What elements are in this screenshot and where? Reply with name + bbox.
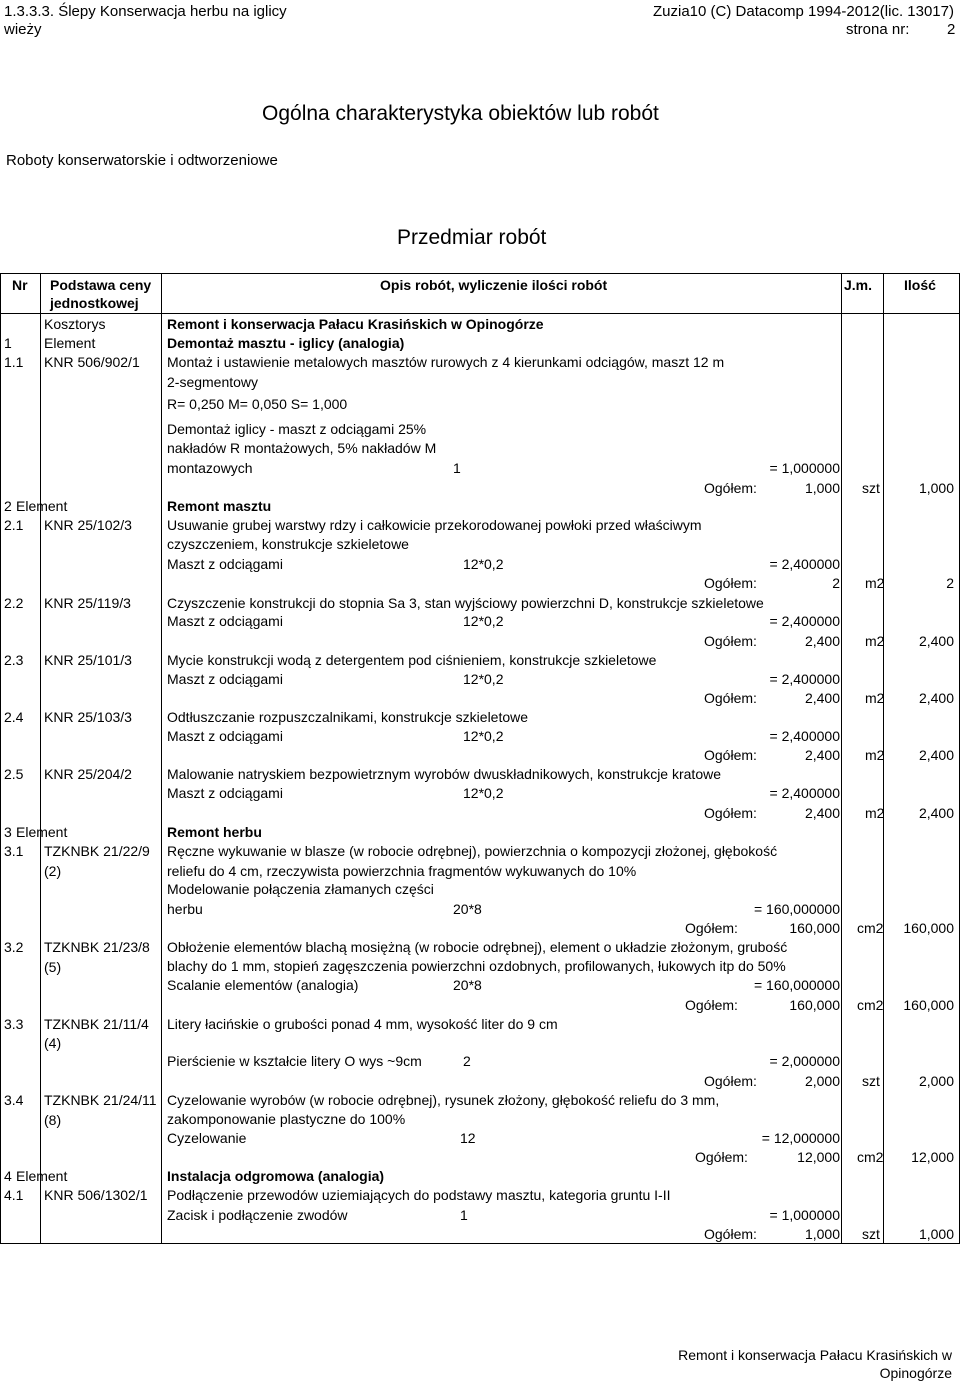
unit: m2: [865, 747, 885, 763]
calc-expr: 1: [453, 460, 461, 476]
position-desc-cont: 2-segmentowy: [167, 374, 259, 390]
position-nr: 3.4: [4, 1092, 24, 1108]
unit: cm2: [857, 920, 884, 936]
position-desc: Obłożenie elementów blachą mosiężną (w robocie odrębnej), element o układzie złożonym, grubość: [167, 939, 788, 955]
col-header-desc: Opis robót, wyliczenie ilości robót: [380, 277, 608, 293]
position-base: TZKNBK 21/23/8: [44, 939, 150, 955]
calc-result: = 2,400000: [769, 556, 840, 572]
quantity: 2,400: [918, 633, 954, 649]
calc-label: Maszt z odciągami: [167, 785, 283, 801]
total-value: 160,000: [789, 920, 840, 936]
footer-project-cont: Opinogórze: [879, 1365, 952, 1381]
position-nr: 3.3: [4, 1016, 24, 1032]
calc-result: = 12,000000: [761, 1130, 840, 1146]
page-subtitle: Roboty konserwatorskie i odtworzeniowe: [6, 152, 278, 169]
kosztorys-name: Remont i konserwacja Pałacu Krasińskich w Opinogórze: [167, 316, 544, 332]
unit: m2: [865, 805, 885, 821]
element-name: Remont herbu: [167, 824, 262, 840]
unit: szt: [862, 480, 880, 496]
calc-result: = 2,400000: [769, 785, 840, 801]
unit: m2: [865, 633, 885, 649]
position-desc: Cyzelowanie wyrobów (w robocie odrębnej), rysunek złożony, głębokość reliefu do 3 mm,: [167, 1092, 720, 1108]
unit: szt: [862, 1226, 880, 1242]
position-desc-cont: blachy do 1 mm, stopień zagęszczenia powierzchni ozdobnych, profilowanych, łukowych itp do 50%: [167, 958, 786, 974]
position-base-variant: (4): [44, 1035, 62, 1051]
quantity: 2,400: [918, 690, 954, 706]
calc-label: Maszt z odciągami: [167, 671, 283, 687]
total-value: 1,000: [804, 1226, 840, 1242]
total-value: 2: [832, 575, 840, 591]
position-nr: 1.1: [4, 354, 24, 370]
position-desc: Czyszczenie konstrukcji do stopnia Sa 3, stan wyjściowy powierzchni D, konstrukcje szkieletowe: [167, 595, 764, 611]
calc-label: Pierścienie w kształcie litery O wys ~9cm: [167, 1053, 422, 1069]
header-title: 1.3.3.3. Ślepy Konserwacja herbu na iglicy: [4, 3, 287, 20]
quantity: 12,000: [911, 1149, 954, 1165]
calc-result: = 160,000000: [753, 901, 840, 917]
unit: m2: [865, 690, 885, 706]
element-label: Element: [16, 498, 68, 514]
position-desc: Litery łacińskie o grubości ponad 4 mm, wysokość liter do 9 cm: [167, 1016, 558, 1032]
position-desc-cont: czyszczeniem, konstrukcje szkieletowe: [167, 536, 409, 552]
quantity: 1,000: [918, 480, 954, 496]
calc-result: = 2,400000: [769, 613, 840, 629]
total-label: Ogółem:: [704, 633, 757, 649]
page-number-label: strona nr:: [846, 21, 910, 38]
calc-expr: 1: [460, 1207, 468, 1223]
total-value: 2,400: [804, 805, 840, 821]
total-label: Ogółem:: [685, 997, 738, 1013]
element-label: Element: [16, 824, 68, 840]
calc-note: Modelowanie połączenia złamanych części: [167, 881, 434, 897]
position-nr: 2.3: [4, 652, 24, 668]
total-label: Ogółem:: [704, 1073, 757, 1089]
calc-note: Demontaż iglicy - maszt z odciągami 25%: [167, 421, 427, 437]
position-nr: 3.2: [4, 939, 24, 955]
calc-label: Maszt z odciągami: [167, 613, 283, 629]
total-label: Ogółem:: [704, 747, 757, 763]
element-nr: 2: [4, 498, 12, 514]
quantity: 160,000: [903, 997, 954, 1013]
position-desc: Montaż i ustawienie metalowych masztów rurowych z 4 kierunkami odciągów, maszt 12 m: [167, 354, 725, 370]
element-name: Remont masztu: [167, 498, 272, 514]
quantity: 2,400: [918, 747, 954, 763]
position-base: KNR 506/902/1: [44, 354, 140, 370]
calc-label: montazowych: [167, 460, 253, 476]
position-desc: Usuwanie grubej warstwy rdzy i całkowicie przekorodowanej powłoki przed właściwym: [167, 517, 702, 533]
unit: cm2: [857, 1149, 884, 1165]
quantity: 2,000: [918, 1073, 954, 1089]
calc-label: Zacisk i podłączenie zwodów: [167, 1207, 348, 1223]
position-desc-cont: zakomponowanie plastyczne do 100%: [167, 1111, 406, 1127]
position-nr: 3.1: [4, 843, 24, 859]
position-desc: Mycie konstrukcji wodą z detergentem pod ciśnieniem, konstrukcje szkieletowe: [167, 652, 657, 668]
footer-project: Remont i konserwacja Pałacu Krasińskich w: [678, 1347, 952, 1363]
total-label: Ogółem:: [695, 1149, 748, 1165]
quantity: 160,000: [903, 920, 954, 936]
calc-expr: 12: [460, 1130, 476, 1146]
position-base-variant: (5): [44, 959, 62, 975]
position-desc: Ręczne wykuwanie w blasze (w robocie odrębnej), powierzchnia o kompozycji złożonej, głębokość: [167, 843, 778, 859]
calc-expr: 12*0,2: [463, 671, 504, 687]
total-value: 1,000: [804, 480, 840, 496]
element-label: Element: [44, 335, 96, 351]
header-software: Zuzia10 (C) Datacomp 1994-2012(lic. 13017): [653, 3, 954, 20]
calc-expr: 20*8: [453, 977, 482, 993]
total-value: 2,400: [804, 690, 840, 706]
unit: cm2: [857, 997, 884, 1013]
calc-expr: 12*0,2: [463, 556, 504, 572]
calc-expr: 20*8: [453, 901, 482, 917]
calc-label: herbu: [167, 901, 203, 917]
position-base: TZKNBK 21/24/11: [44, 1092, 157, 1108]
total-label: Ogółem:: [685, 920, 738, 936]
calc-result: = 1,000000: [769, 1207, 840, 1223]
page-number: 2: [947, 21, 956, 38]
position-nr: 2.1: [4, 517, 24, 533]
position-base: TZKNBK 21/11/4: [44, 1016, 149, 1032]
calc-label: Maszt z odciągami: [167, 556, 283, 572]
element-name: Instalacja odgromowa (analogia): [167, 1168, 385, 1184]
position-desc: Malowanie natryskiem bezpowietrznym wyrobów dwuskładnikowych, konstrukcje kratowe: [167, 766, 721, 782]
element-nr: 1: [4, 335, 12, 351]
position-base: KNR 25/204/2: [44, 766, 132, 782]
position-nr: 2.4: [4, 709, 24, 725]
page-title: Ogólna charakterystyka obiektów lub robót: [262, 102, 659, 125]
position-nr: 4.1: [4, 1187, 24, 1203]
col-header-unit: J.m.: [844, 277, 873, 293]
calc-expr: 12*0,2: [463, 728, 504, 744]
calc-result: = 2,000000: [769, 1053, 840, 1069]
position-nr: 2.2: [4, 595, 24, 611]
total-label: Ogółem:: [704, 805, 757, 821]
quantity: 2,400: [918, 805, 954, 821]
position-base: KNR 25/103/3: [44, 709, 132, 725]
calc-label: Cyzelowanie: [167, 1130, 247, 1146]
position-base: TZKNBK 21/22/9: [44, 843, 150, 859]
position-base: KNR 25/119/3: [44, 595, 131, 611]
calc-expr: 12*0,2: [463, 613, 504, 629]
position-base-variant: (8): [44, 1112, 62, 1128]
total-value: 160,000: [789, 997, 840, 1013]
position-factors: R= 0,250 M= 0,050 S= 1,000: [167, 396, 348, 412]
unit: szt: [862, 1073, 880, 1089]
col-header-base-2: jednostkowej: [50, 295, 139, 311]
total-value: 2,400: [804, 747, 840, 763]
col-header-qty: Ilość: [904, 277, 936, 293]
calc-result: = 2,400000: [769, 728, 840, 744]
header-title-cont: wieży: [4, 21, 42, 38]
position-desc: Odtłuszczanie rozpuszczalnikami, konstrukcje szkieletowe: [167, 709, 529, 725]
calc-label: Maszt z odciągami: [167, 728, 283, 744]
total-label: Ogółem:: [704, 690, 757, 706]
total-value: 2,000: [804, 1073, 840, 1089]
quantity: 2: [946, 575, 954, 591]
position-nr: 2.5: [4, 766, 24, 782]
total-value: 12,000: [797, 1149, 840, 1165]
position-base: KNR 506/1302/1: [44, 1187, 148, 1203]
section-title: Przedmiar robót: [397, 226, 547, 249]
position-base: KNR 25/101/3: [44, 652, 132, 668]
element-label: Element: [16, 1168, 68, 1184]
position-desc: Podłączenie przewodów uziemiających do podstawy masztu, kategoria gruntu I-II: [167, 1187, 671, 1203]
total-label: Ogółem:: [704, 575, 757, 591]
calc-result: = 160,000000: [753, 977, 840, 993]
calc-result: = 2,400000: [769, 671, 840, 687]
col-header-base: Podstawa ceny: [50, 277, 152, 293]
calc-result: = 1,000000: [769, 460, 840, 476]
kosztorys-label: Kosztorys: [44, 316, 106, 332]
element-nr: 3: [4, 824, 12, 840]
col-header-nr: Nr: [12, 277, 28, 293]
total-label: Ogółem:: [704, 480, 757, 496]
position-desc-cont: reliefu do 4 cm, rzeczywista powierzchnia fragmentów wykuwanych do 10%: [167, 863, 637, 879]
unit: m2: [865, 575, 885, 591]
quantity: 1,000: [918, 1226, 954, 1242]
calc-label: Scalanie elementów (analogia): [167, 977, 359, 993]
element-nr: 4: [4, 1168, 12, 1184]
element-name: Demontaż masztu - iglicy (analogia): [167, 335, 405, 351]
calc-expr: 12*0,2: [463, 785, 504, 801]
position-base: KNR 25/102/3: [44, 517, 132, 533]
calc-expr: 2: [463, 1053, 471, 1069]
total-value: 2,400: [804, 633, 840, 649]
position-base-variant: (2): [44, 863, 62, 879]
total-label: Ogółem:: [704, 1226, 757, 1242]
calc-note-cont: nakładów R montażowych, 5% nakładów M: [167, 440, 437, 456]
